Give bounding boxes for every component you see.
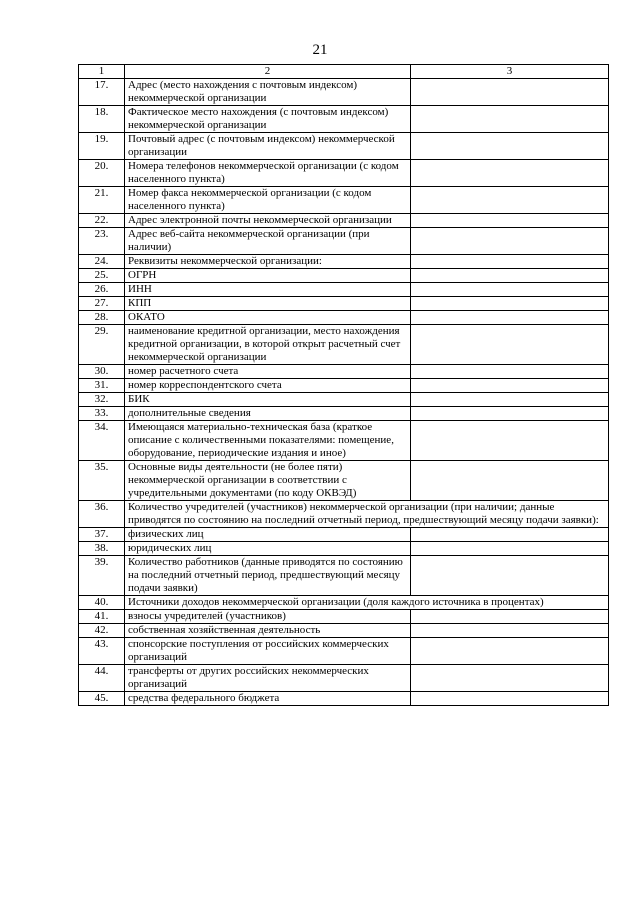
table-row: [79, 461, 609, 501]
table-row: [79, 228, 609, 255]
table-row: [79, 624, 609, 638]
row-label: Почтовый адрес (с почтовым индексом) некоммерческой организации: [125, 133, 411, 160]
value-cell[interactable]: [411, 160, 609, 187]
row-number: 30.: [79, 365, 125, 379]
table-row: [79, 407, 609, 421]
row-label: ОКАТО: [125, 311, 411, 325]
row-number: 29.: [79, 325, 125, 365]
value-cell[interactable]: [411, 133, 609, 160]
row-number: 40.: [79, 596, 125, 610]
value-cell[interactable]: [411, 79, 609, 106]
value-cell[interactable]: [411, 365, 609, 379]
table-row: [79, 187, 609, 214]
value-cell[interactable]: [411, 269, 609, 283]
row-number: 26.: [79, 283, 125, 297]
table-row: [79, 325, 609, 365]
row-number: 24.: [79, 255, 125, 269]
row-label: БИК: [125, 393, 411, 407]
row-label: трансферты от других российских некоммерческих организаций: [125, 665, 411, 692]
value-cell[interactable]: [411, 106, 609, 133]
row-number: 38.: [79, 542, 125, 556]
value-cell[interactable]: [411, 528, 609, 542]
row-number: 31.: [79, 379, 125, 393]
value-cell[interactable]: [411, 393, 609, 407]
value-cell[interactable]: [411, 542, 609, 556]
value-cell[interactable]: [411, 297, 609, 311]
header-col-2: 2: [125, 65, 411, 79]
table-row: [79, 283, 609, 297]
row-number: 42.: [79, 624, 125, 638]
row-number: 21.: [79, 187, 125, 214]
table-row: [79, 556, 609, 596]
value-cell[interactable]: [411, 325, 609, 365]
table-row: [79, 665, 609, 692]
row-label: Номер факса некоммерческой организации (с кодом населенного пункта): [125, 187, 411, 214]
row-label: ОГРН: [125, 269, 411, 283]
row-label: Источники доходов некоммерческой организации (доля каждого источника в процентах): [125, 596, 609, 610]
value-cell[interactable]: [411, 255, 609, 269]
table-row: [79, 79, 609, 106]
header-col-1: 1: [79, 65, 125, 79]
row-label: наименование кредитной организации, место нахождения кредитной организации, в которой открыт расчетный счет некоммерческой организации: [125, 325, 411, 365]
table-row: [79, 311, 609, 325]
value-cell[interactable]: [411, 421, 609, 461]
table-row: [79, 692, 609, 706]
value-cell[interactable]: [411, 228, 609, 255]
row-number: 39.: [79, 556, 125, 596]
table-row: [79, 610, 609, 624]
value-cell[interactable]: [411, 638, 609, 665]
value-cell[interactable]: [411, 311, 609, 325]
row-label: Фактическое место нахождения (с почтовым индексом) некоммерческой организации: [125, 106, 411, 133]
row-label: Реквизиты некоммерческой организации:: [125, 255, 411, 269]
table-row: [79, 255, 609, 269]
row-label: КПП: [125, 297, 411, 311]
table-row: [79, 269, 609, 283]
row-label: юридических лиц: [125, 542, 411, 556]
row-label: взносы учредителей (участников): [125, 610, 411, 624]
value-cell[interactable]: [411, 379, 609, 393]
value-cell[interactable]: [411, 461, 609, 501]
value-cell[interactable]: [411, 407, 609, 421]
table-row: [79, 297, 609, 311]
page-number: 21: [312, 42, 328, 58]
value-cell[interactable]: [411, 624, 609, 638]
row-number: 36.: [79, 501, 125, 528]
row-number: 45.: [79, 692, 125, 706]
row-number: 25.: [79, 269, 125, 283]
table-row: [79, 596, 609, 610]
value-cell[interactable]: [411, 187, 609, 214]
row-label: Адрес (место нахождения с почтовым индексом) некоммерческой организации: [125, 79, 411, 106]
row-number: 44.: [79, 665, 125, 692]
value-cell[interactable]: [411, 610, 609, 624]
row-number: 34.: [79, 421, 125, 461]
row-number: 27.: [79, 297, 125, 311]
row-label: Адрес электронной почты некоммерческой организации: [125, 214, 411, 228]
row-number: 33.: [79, 407, 125, 421]
row-label: спонсорские поступления от российских коммерческих организаций: [125, 638, 411, 665]
table-row: [79, 501, 609, 528]
row-label: Количество учредителей (участников) некоммерческой организации (при наличии; данные приводятся по состоянию на последний отчетный период, предшествующий месяцу подачи заявки):: [125, 501, 609, 528]
table-row: [79, 106, 609, 133]
row-number: 37.: [79, 528, 125, 542]
row-label: Имеющаяся материально-техническая база (краткое описание с количественными показателями: помещение, оборудование, периодические издания и иное): [125, 421, 411, 461]
row-number: 28.: [79, 311, 125, 325]
table-row: [79, 214, 609, 228]
row-label: Номера телефонов некоммерческой организации (с кодом населенного пункта): [125, 160, 411, 187]
row-number: 17.: [79, 79, 125, 106]
header-col-3: 3: [411, 65, 609, 79]
header-row: [79, 65, 609, 79]
row-number: 23.: [79, 228, 125, 255]
table-row: [79, 379, 609, 393]
value-cell[interactable]: [411, 692, 609, 706]
row-number: 43.: [79, 638, 125, 665]
row-label: Адрес веб-сайта некоммерческой организации (при наличии): [125, 228, 411, 255]
value-cell[interactable]: [411, 283, 609, 297]
table-row: [79, 421, 609, 461]
form-table: [78, 64, 609, 706]
row-label: Количество работников (данные приводятся по состоянию на последний отчетный период, предшествующий месяцу подачи заявки): [125, 556, 411, 596]
table-row: [79, 160, 609, 187]
row-number: 22.: [79, 214, 125, 228]
row-label: средства федерального бюджета: [125, 692, 411, 706]
table-row: [79, 365, 609, 379]
row-number: 19.: [79, 133, 125, 160]
row-number: 20.: [79, 160, 125, 187]
row-label: номер корреспондентского счета: [125, 379, 411, 393]
row-label: дополнительные сведения: [125, 407, 411, 421]
row-number: 41.: [79, 610, 125, 624]
row-label: ИНН: [125, 283, 411, 297]
table-row: [79, 393, 609, 407]
table-row: [79, 638, 609, 665]
row-number: 18.: [79, 106, 125, 133]
row-label: физических лиц: [125, 528, 411, 542]
value-cell[interactable]: [411, 214, 609, 228]
row-number: 35.: [79, 461, 125, 501]
row-label: Основные виды деятельности (не более пяти) некоммерческой организации в соответствии с учредительными документами (по коду ОКВЭД): [125, 461, 411, 501]
row-label: номер расчетного счета: [125, 365, 411, 379]
value-cell[interactable]: [411, 556, 609, 596]
row-label: собственная хозяйственная деятельность: [125, 624, 411, 638]
table-row: [79, 542, 609, 556]
value-cell[interactable]: [411, 665, 609, 692]
table-row: [79, 133, 609, 160]
row-number: 32.: [79, 393, 125, 407]
table-row: [79, 528, 609, 542]
